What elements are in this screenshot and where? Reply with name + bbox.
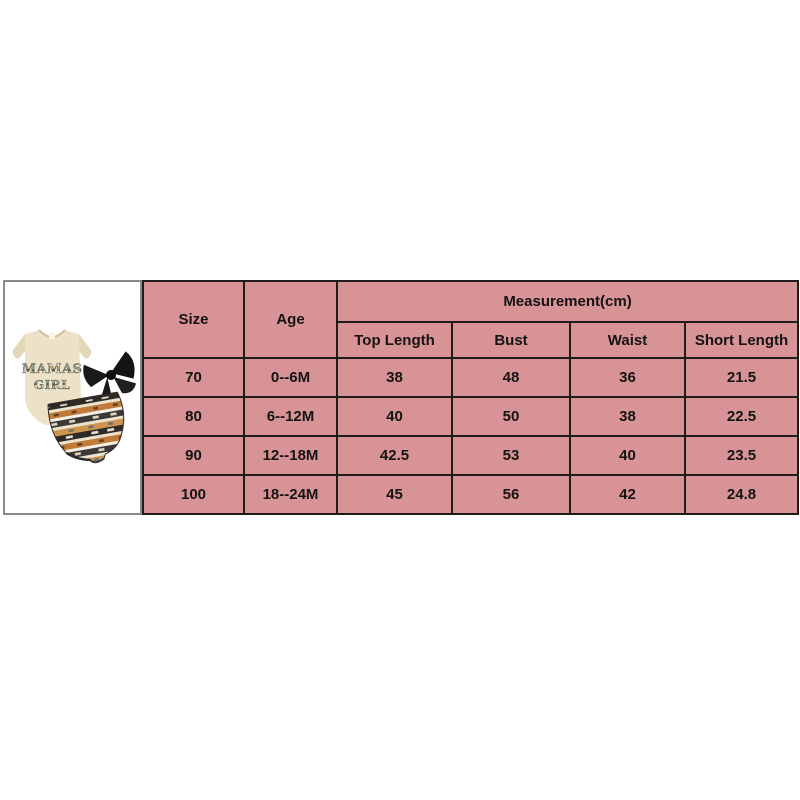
cell-bust: 53 [452, 436, 570, 475]
header-bust: Bust [452, 322, 570, 358]
cell-age: 18--24M [244, 475, 337, 514]
cell-waist: 42 [570, 475, 685, 514]
cell-age: 0--6M [244, 358, 337, 397]
header-top-length: Top Length [337, 322, 452, 358]
cell-top-length: 42.5 [337, 436, 452, 475]
bloomer-shorts-graphic [47, 393, 131, 469]
header-waist: Waist [570, 322, 685, 358]
cell-size: 70 [143, 358, 244, 397]
table-row [143, 475, 798, 514]
cell-bust: 48 [452, 358, 570, 397]
cell-short-length: 23.5 [685, 436, 798, 475]
product-photo-frame [3, 280, 142, 515]
cell-age: 12--18M [244, 436, 337, 475]
cell-top-length: 45 [337, 475, 452, 514]
cell-short-length: 24.8 [685, 475, 798, 514]
cell-size: 80 [143, 397, 244, 436]
cell-size: 90 [143, 436, 244, 475]
header-short-length: Short Length [685, 322, 798, 358]
product-photo [5, 282, 140, 513]
onesie-print-line1: MAMAS [21, 362, 83, 377]
header-measurement-group: Measurement(cm) [337, 281, 798, 322]
cell-waist: 36 [570, 358, 685, 397]
onesie-print-line2: GIRL [33, 378, 71, 392]
table-row [143, 436, 798, 475]
size-table [142, 280, 799, 515]
cell-age: 6--12M [244, 397, 337, 436]
cell-size: 100 [143, 475, 244, 514]
table-row [143, 358, 798, 397]
cell-waist: 40 [570, 436, 685, 475]
cell-bust: 50 [452, 397, 570, 436]
cell-waist: 38 [570, 397, 685, 436]
cell-top-length: 40 [337, 397, 452, 436]
cell-top-length: 38 [337, 358, 452, 397]
header-age: Age [244, 281, 337, 358]
header-size: Size [143, 281, 244, 358]
cell-bust: 56 [452, 475, 570, 514]
table-row [143, 397, 798, 436]
cell-short-length: 22.5 [685, 397, 798, 436]
cell-short-length: 21.5 [685, 358, 798, 397]
